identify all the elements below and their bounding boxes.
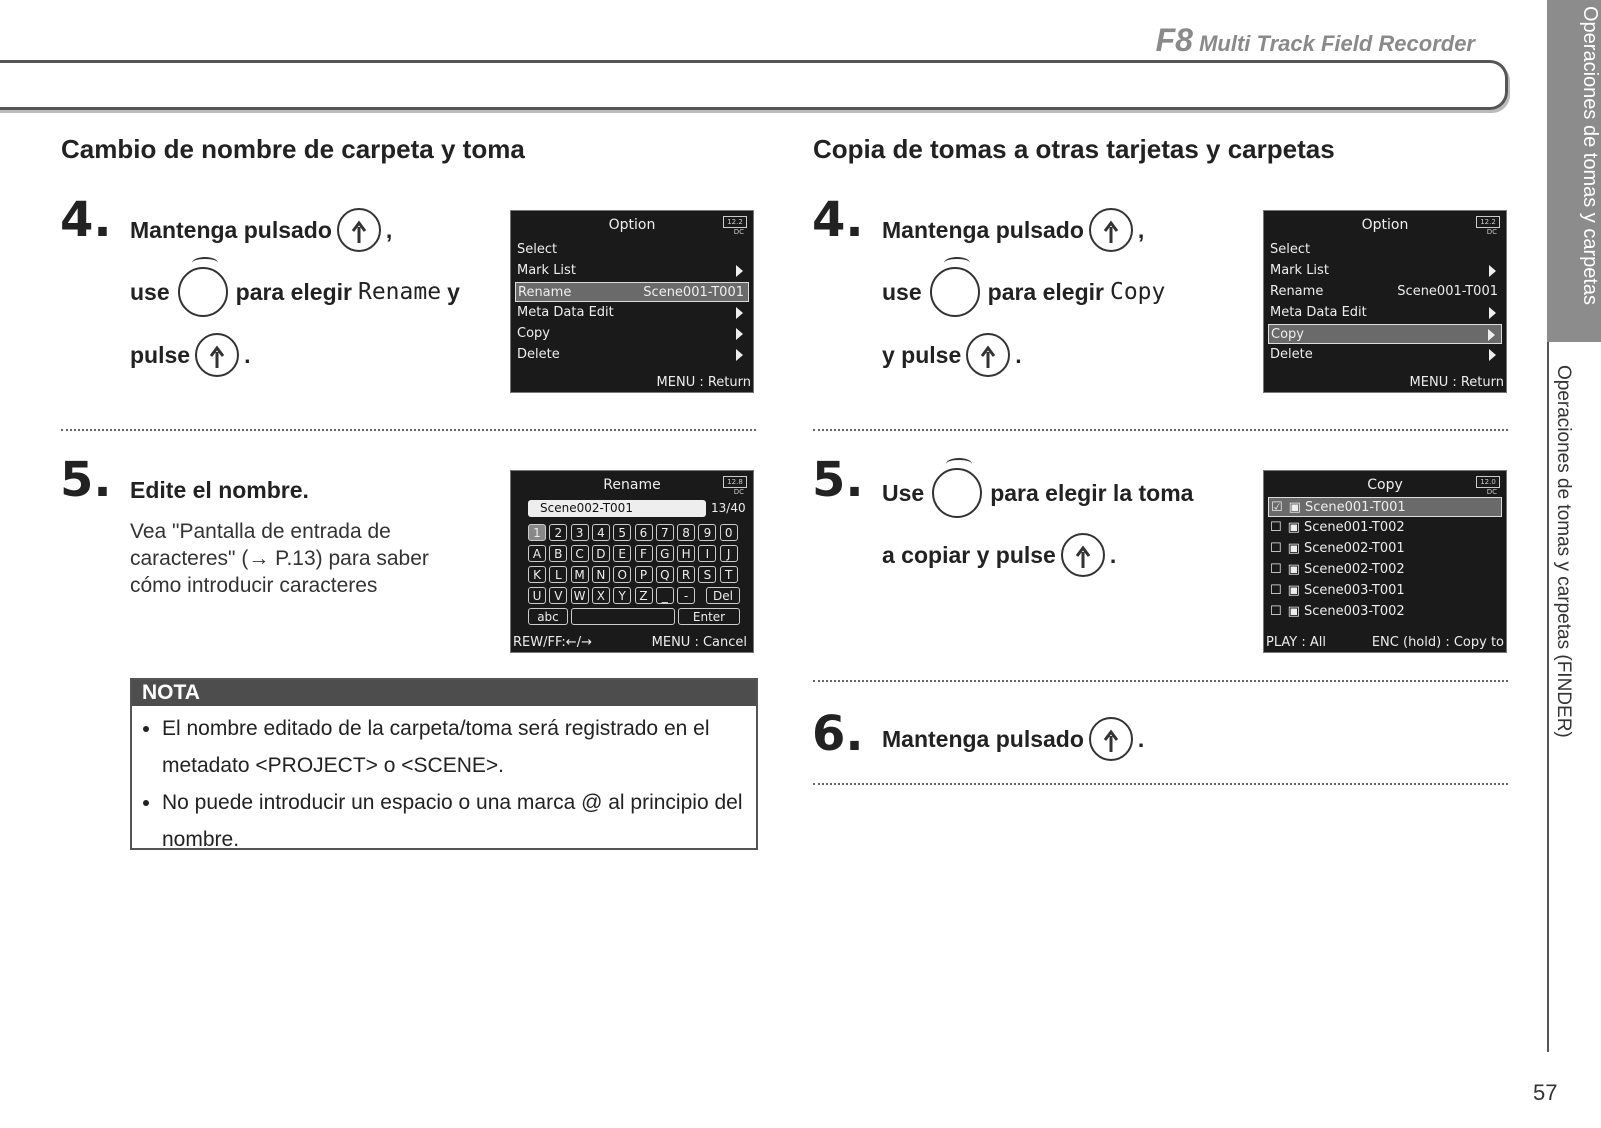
side-subtitle: Operaciones de tomas y carpetas (FINDER) bbox=[1553, 365, 1574, 738]
left-step5-title: Edite el nombre. bbox=[130, 477, 309, 503]
key: 7 bbox=[656, 524, 674, 541]
key: J bbox=[720, 545, 738, 562]
comma: , bbox=[1137, 216, 1145, 243]
screen-footer-right: ENC (hold) : Copy to bbox=[1371, 635, 1504, 650]
take-name: Scene002-T001 bbox=[1303, 541, 1405, 556]
audio-file-icon: ▣ bbox=[1288, 500, 1301, 515]
divider bbox=[813, 783, 1508, 785]
right-step5-use: Use bbox=[882, 479, 925, 506]
arrow-right-icon bbox=[1489, 307, 1496, 319]
take-name: Scene001-T001 bbox=[1304, 500, 1406, 515]
left-step4-choose: para elegir bbox=[235, 278, 352, 305]
nota-item: • El nombre editado de la carpeta/toma será registrado en el metadato <PROJECT> o <SCENE>. bbox=[162, 710, 756, 784]
key: 2 bbox=[549, 524, 567, 541]
left-step5-desc: Vea "Pantalla de entrada de caracteres" (→ P.13) para saber cómo introducir caracteres bbox=[130, 520, 429, 597]
right-step4-text1: Mantenga pulsado bbox=[882, 216, 1084, 243]
audio-file-icon: ▣ bbox=[1287, 520, 1300, 535]
right-step5-line2 bbox=[882, 530, 1116, 580]
left-step4-number: 4. bbox=[60, 192, 112, 248]
right-step6-text: Mantenga pulsado bbox=[882, 725, 1084, 752]
key: T bbox=[720, 566, 738, 583]
header-title bbox=[1156, 22, 1475, 59]
menu-item-select: Select bbox=[1270, 242, 1311, 257]
dial-icon bbox=[932, 468, 982, 518]
key: Y bbox=[613, 587, 631, 604]
checkbox-checked-icon: ☑ bbox=[1271, 500, 1283, 515]
left-step4-code: Rename bbox=[357, 279, 442, 305]
menu-item-rename: Rename Scene001-T001 bbox=[1270, 284, 1498, 299]
right-step5-number: 5. bbox=[812, 452, 864, 508]
rename-screen bbox=[510, 470, 754, 653]
divider bbox=[813, 429, 1508, 431]
screen-footer: MENU : Return bbox=[1409, 375, 1504, 390]
enter-button-icon bbox=[1088, 207, 1134, 253]
enter-button-icon bbox=[194, 332, 240, 378]
nota-list bbox=[132, 710, 756, 858]
screen-title: Option bbox=[608, 217, 656, 233]
checkbox-icon: ☐ bbox=[1270, 520, 1282, 535]
arrow-right-icon bbox=[736, 307, 743, 319]
period: . bbox=[1015, 341, 1022, 368]
right-step6-number: 6. bbox=[812, 706, 864, 762]
menu-item-rename: Rename Scene001-T001 bbox=[515, 282, 749, 302]
key: G bbox=[656, 545, 674, 562]
right-step4-choose: para elegir bbox=[987, 278, 1104, 305]
menu-item-select: Select bbox=[517, 242, 558, 257]
arrow-right-icon bbox=[1489, 265, 1496, 277]
key: O bbox=[613, 566, 631, 583]
menu-item-copy: Copy bbox=[1268, 324, 1502, 344]
key: W bbox=[571, 587, 589, 604]
right-step4-use: use bbox=[882, 278, 922, 305]
checkbox-icon: ☐ bbox=[1270, 541, 1282, 556]
key: B bbox=[549, 545, 567, 562]
arrow-right-icon bbox=[1488, 329, 1495, 341]
key: _ bbox=[656, 587, 674, 604]
dial-icon bbox=[178, 267, 228, 317]
side-tab-label: Operaciones de tomas y carpetas bbox=[1579, 6, 1601, 306]
name-field: Scene002-T001 bbox=[528, 500, 706, 517]
screen-title: Rename bbox=[603, 477, 661, 493]
model-name: F8 bbox=[1155, 22, 1193, 58]
battery-icon: 12.2 bbox=[723, 216, 747, 228]
key: V bbox=[549, 587, 567, 604]
right-step5-choose: para elegir la toma bbox=[990, 479, 1194, 506]
copy-screen bbox=[1263, 470, 1507, 653]
char-count: 13/40 bbox=[711, 501, 746, 515]
battery-icon: 12.0 bbox=[1476, 476, 1500, 488]
side-divider bbox=[1547, 342, 1549, 1052]
key: S bbox=[698, 566, 716, 583]
take-item bbox=[1268, 497, 1502, 517]
audio-file-icon: ▣ bbox=[1287, 541, 1300, 556]
divider bbox=[813, 680, 1508, 682]
battery-icon: 12.8 bbox=[723, 476, 747, 488]
arrow-right-icon bbox=[736, 328, 743, 340]
checkbox-icon: ☐ bbox=[1270, 604, 1282, 619]
key: 0 bbox=[720, 524, 738, 541]
screen-footer-left: REW/FF:←/→ bbox=[513, 635, 592, 650]
key: M bbox=[571, 566, 589, 583]
nota-box bbox=[130, 678, 758, 850]
key: D bbox=[592, 545, 610, 562]
arrow-right-icon bbox=[1489, 349, 1496, 361]
right-step4-number: 4. bbox=[812, 192, 864, 248]
key: 1 bbox=[528, 524, 546, 541]
right-step5-pulse: a copiar y pulse bbox=[882, 541, 1056, 568]
left-step4-pulse: pulse bbox=[130, 341, 191, 368]
key: E bbox=[613, 545, 631, 562]
screen-footer-right: MENU : Cancel bbox=[651, 635, 747, 650]
model-subtitle: Multi Track Field Recorder bbox=[1199, 31, 1475, 56]
take-item bbox=[1268, 581, 1502, 601]
right-section-title: Copia de tomas a otras tarjetas y carpetas bbox=[813, 134, 1335, 164]
screen-footer: MENU : Return bbox=[656, 375, 751, 390]
menu-item-delete: Delete bbox=[515, 345, 749, 365]
left-step4-text1: Mantenga pulsado bbox=[130, 216, 332, 243]
dial-arrow-icon bbox=[192, 257, 218, 269]
key: P bbox=[635, 566, 653, 583]
key: 3 bbox=[571, 524, 589, 541]
dial-icon bbox=[930, 267, 980, 317]
screen-footer-left: PLAY : All bbox=[1266, 635, 1326, 650]
right-step4-pulse: y pulse bbox=[882, 341, 962, 368]
checkbox-icon: ☐ bbox=[1270, 583, 1282, 598]
key: H bbox=[677, 545, 695, 562]
enter-button-icon bbox=[1060, 532, 1106, 578]
take-item bbox=[1268, 539, 1502, 559]
key: Q bbox=[656, 566, 674, 583]
key-abc: abc bbox=[528, 608, 568, 625]
right-step5-line1 bbox=[882, 466, 1193, 520]
left-step4-line2 bbox=[130, 265, 460, 319]
audio-file-icon: ▣ bbox=[1287, 604, 1300, 619]
menu-item-meta-data-edit: Meta Data Edit bbox=[515, 303, 749, 323]
screen-title: Copy bbox=[1367, 477, 1403, 493]
key-del: Del bbox=[706, 587, 740, 604]
arrow-right-icon bbox=[736, 265, 743, 277]
audio-file-icon: ▣ bbox=[1287, 583, 1300, 598]
nota-label: NOTA bbox=[132, 680, 756, 706]
dial-arrow-icon bbox=[946, 458, 972, 470]
dc-label: DC bbox=[1486, 488, 1497, 496]
period: . bbox=[244, 341, 251, 368]
nota-item: • No puede introducir un espacio o una marca @ al principio del nombre. bbox=[162, 784, 756, 858]
key: K bbox=[528, 566, 546, 583]
page-number: 57 bbox=[1533, 1080, 1558, 1105]
left-step4-y: y bbox=[447, 278, 460, 305]
comma: , bbox=[385, 216, 393, 243]
key: U bbox=[528, 587, 546, 604]
menu-item-mark-list: Mark List bbox=[1268, 261, 1502, 281]
key: 8 bbox=[677, 524, 695, 541]
take-item bbox=[1268, 602, 1502, 622]
key: X bbox=[592, 587, 610, 604]
key-space bbox=[571, 608, 675, 625]
header-bar bbox=[0, 60, 1508, 110]
key: F bbox=[635, 545, 653, 562]
take-name: Scene001-T002 bbox=[1303, 520, 1405, 535]
take-name: Scene003-T002 bbox=[1303, 604, 1405, 619]
menu-item-delete: Delete bbox=[1268, 345, 1502, 365]
dial-arrow-icon bbox=[944, 257, 970, 269]
key: 9 bbox=[698, 524, 716, 541]
arrow-right-icon bbox=[736, 349, 743, 361]
enter-button-icon bbox=[1088, 716, 1134, 762]
screen-title: Option bbox=[1361, 217, 1409, 233]
menu-item-meta-data-edit: Meta Data Edit bbox=[1268, 303, 1502, 323]
right-step4-line3 bbox=[882, 330, 1022, 380]
key: L bbox=[549, 566, 567, 583]
key: R bbox=[677, 566, 695, 583]
take-item bbox=[1268, 518, 1502, 538]
left-step5-number: 5. bbox=[60, 452, 112, 508]
option-screen-left bbox=[510, 210, 754, 393]
key: I bbox=[698, 545, 716, 562]
take-name: Scene002-T002 bbox=[1303, 562, 1405, 577]
right-step4-code: Copy bbox=[1109, 279, 1166, 305]
key-enter: Enter bbox=[678, 608, 740, 625]
right-step4-line2 bbox=[882, 265, 1171, 319]
key: 4 bbox=[592, 524, 610, 541]
enter-button-icon bbox=[965, 332, 1011, 378]
right-step6-line1 bbox=[882, 714, 1144, 764]
left-step4-line1 bbox=[130, 205, 392, 255]
period: . bbox=[1109, 541, 1117, 568]
dc-label: DC bbox=[733, 228, 744, 236]
checkbox-icon: ☐ bbox=[1270, 562, 1282, 577]
key: Z bbox=[635, 587, 653, 604]
divider bbox=[61, 429, 756, 431]
key: 5 bbox=[613, 524, 631, 541]
left-step4-use: use bbox=[130, 278, 170, 305]
dc-label: DC bbox=[733, 488, 744, 496]
key: C bbox=[571, 545, 589, 562]
key: - bbox=[677, 587, 695, 604]
left-step4-line3 bbox=[130, 330, 250, 380]
left-section-title: Cambio de nombre de carpeta y toma bbox=[61, 134, 525, 164]
take-name: Scene003-T001 bbox=[1303, 583, 1405, 598]
audio-file-icon: ▣ bbox=[1287, 562, 1300, 577]
option-screen-right bbox=[1263, 210, 1507, 393]
key: N bbox=[592, 566, 610, 583]
enter-button-icon bbox=[336, 207, 382, 253]
dc-label: DC bbox=[1486, 228, 1497, 236]
key: 6 bbox=[635, 524, 653, 541]
menu-item-mark-list: Mark List bbox=[515, 261, 749, 281]
key: A bbox=[528, 545, 546, 562]
take-item bbox=[1268, 560, 1502, 580]
period: . bbox=[1137, 725, 1145, 752]
menu-item-copy: Copy bbox=[515, 324, 749, 344]
right-step4-line1 bbox=[882, 205, 1144, 255]
battery-icon: 12.2 bbox=[1476, 216, 1500, 228]
